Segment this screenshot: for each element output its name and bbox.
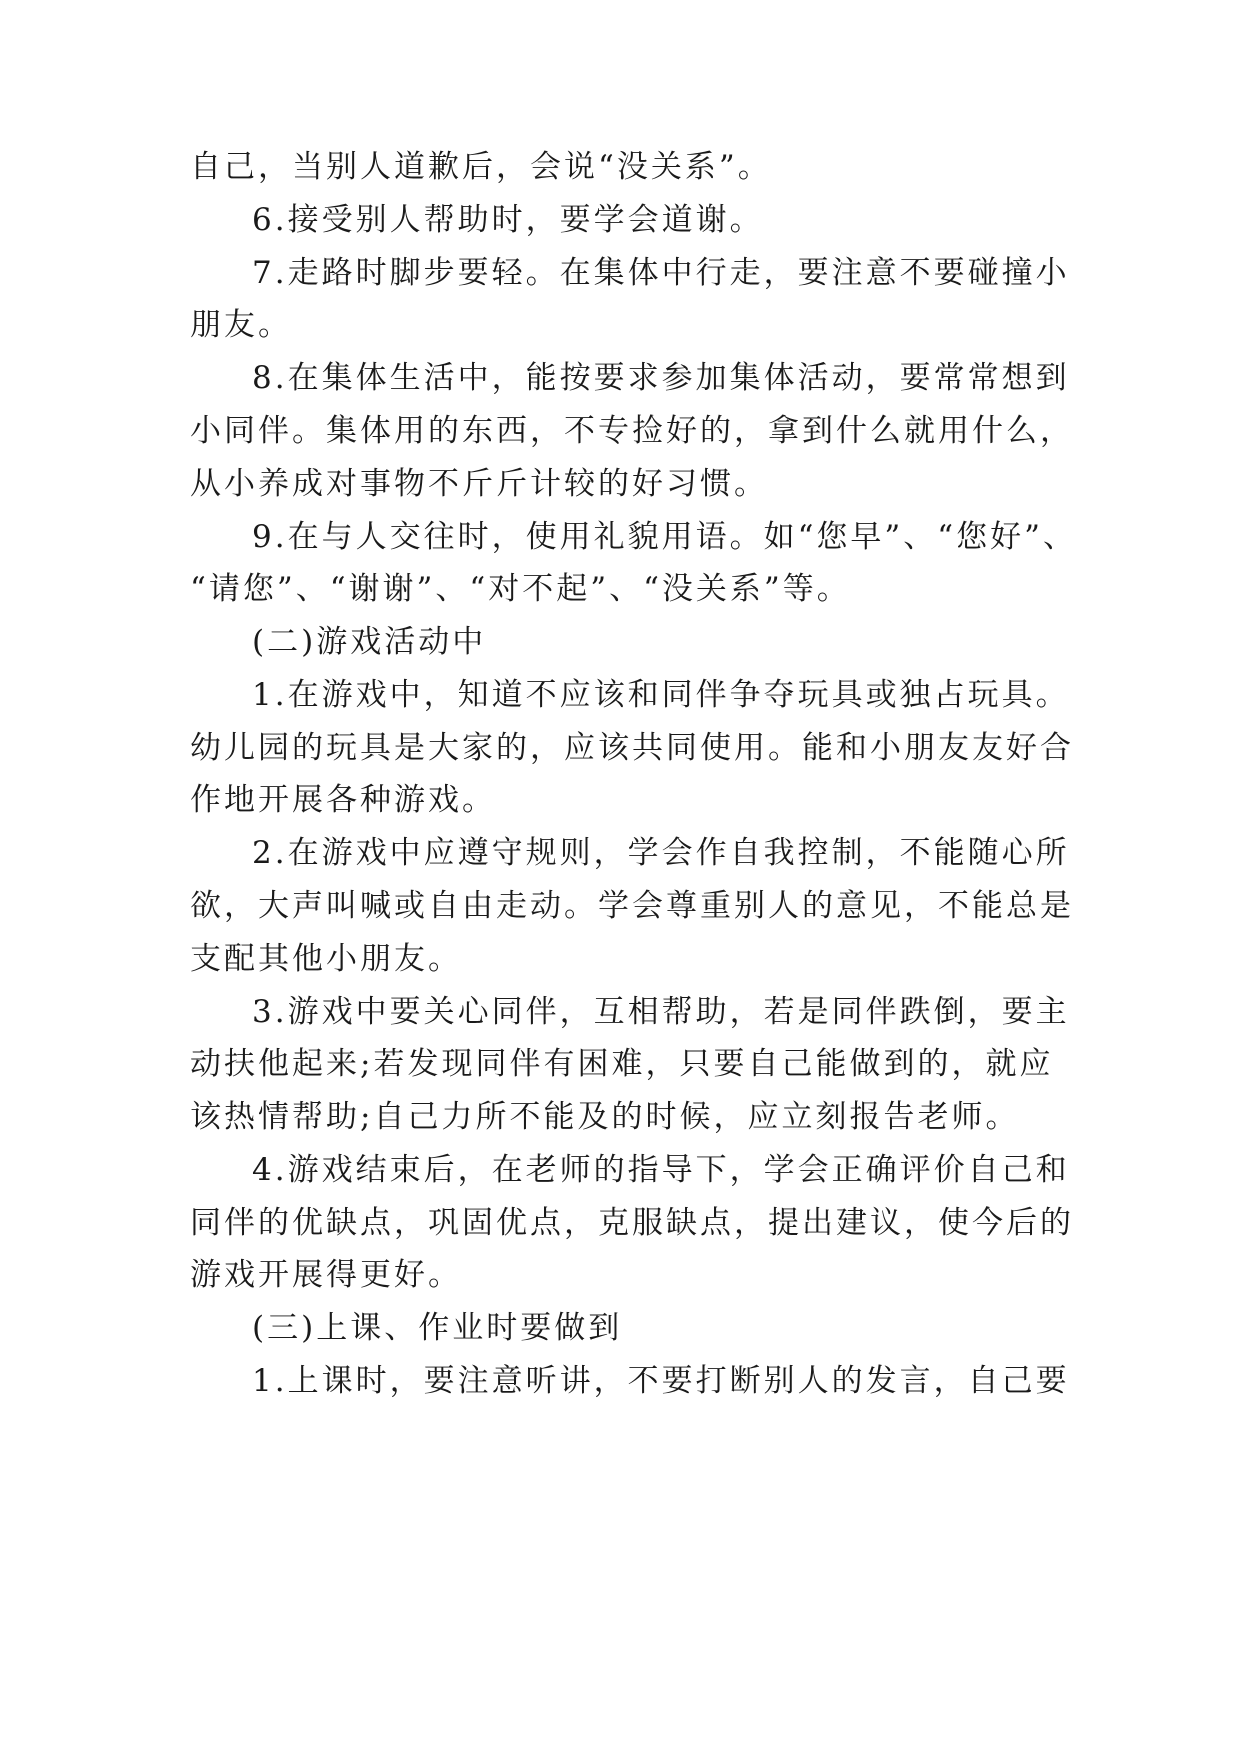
text-line: 支配其他小朋友。	[190, 941, 462, 977]
text-line: 游戏开展得更好。	[190, 1257, 462, 1293]
list-item-3: 3.游戏中要关心同伴，互相帮助，若是同伴跌倒，要主	[252, 994, 1070, 1030]
text-line: 该热情帮助;自己力所不能及的时候，应立刻报告老师。	[190, 1099, 1020, 1135]
text-line: 同伴的优缺点，巩固优点，克服缺点，提出建议，使今后的	[190, 1205, 1074, 1241]
text-line: 朋友。	[190, 307, 292, 343]
list-item-7: 7.走路时脚步要轻。在集体中行走，要注意不要碰撞小	[252, 255, 1070, 291]
list-item-1: 1.上课时，要注意听讲，不要打断别人的发言，自己要	[252, 1363, 1070, 1399]
text-line: 自己，当别人道歉后，会说“没关系”。	[190, 149, 772, 185]
section-heading: (三)上课、作业时要做到	[252, 1310, 623, 1346]
list-item-1: 1.在游戏中，知道不应该和同伴争夺玩具或独占玩具。	[252, 677, 1070, 713]
text-line: 动扶他起来;若发现同伴有困难，只要自己能做到的，就应	[190, 1046, 1054, 1082]
list-item-6: 6.接受别人帮助时，要学会道谢。	[252, 202, 764, 238]
section-heading: (二)游戏活动中	[252, 624, 487, 660]
text-line: 幼儿园的玩具是大家的，应该共同使用。能和小朋友友好合	[190, 730, 1074, 766]
text-line: 从小养成对事物不斤斤计较的好习惯。	[190, 466, 768, 502]
text-line: 欲，大声叫喊或自由走动。学会尊重别人的意见，不能总是	[190, 888, 1074, 924]
list-item-8: 8.在集体生活中，能按要求参加集体活动，要常常想到	[252, 360, 1070, 396]
text-line: 作地开展各种游戏。	[190, 782, 496, 818]
list-item-4: 4.游戏结束后，在老师的指导下，学会正确评价自己和	[252, 1152, 1070, 1188]
list-item-2: 2.在游戏中应遵守规则，学会作自我控制，不能随心所	[252, 835, 1070, 871]
list-item-9: 9.在与人交往时，使用礼貌用语。如“您早”、“您好”、	[252, 519, 1077, 555]
text-line: 小同伴。集体用的东西，不专捡好的，拿到什么就用什么，	[190, 413, 1074, 449]
text-line: “请您”、“谢谢”、“对不起”、“没关系”等。	[190, 571, 851, 607]
